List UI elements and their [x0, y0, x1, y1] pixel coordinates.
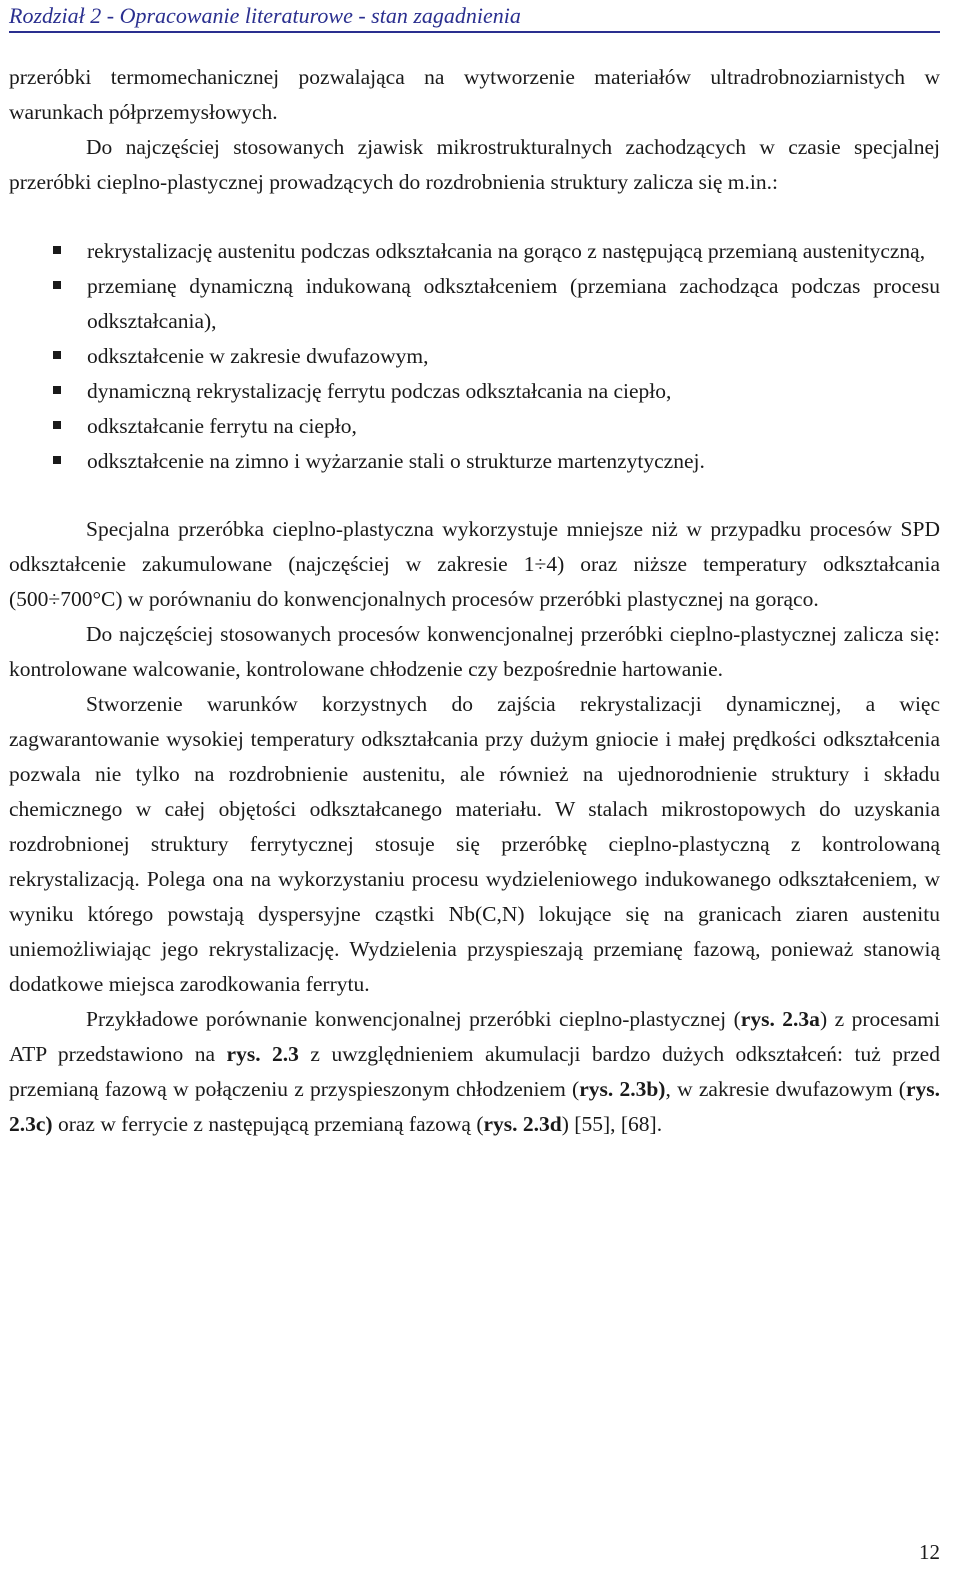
running-header [9, 0, 940, 33]
list-item: odkształcanie ferrytu na ciepło, [87, 409, 940, 444]
list-item: przemianę dynamiczną indukowaną odkształceniem (przemiana zachodząca podczas procesu odkształcania), [87, 269, 940, 339]
page-number: 12 [919, 1540, 940, 1564]
text-run: z uwzględnieniem akumulacji bardzo dużych odkształceń: tuż przed przemianą fazową w połączeniu z przyspieszonym chłodzeniem ( [9, 1042, 940, 1101]
list-item: odkształcenie na zimno i wyżarzanie stali o strukturze martenzytycznej. [87, 444, 940, 479]
list-item: dynamiczną rekrystalizację ferrytu podczas odkształcania na ciepło, [87, 374, 940, 409]
header-title: Rozdział 2 - Opracowanie literaturowe - stan zagadnienia [9, 3, 521, 28]
list-item: rekrystalizację austenitu podczas odkształcania na gorąco z następującą przemianą austenityczną, [87, 234, 940, 269]
figure-ref: rys. 2.3c) [9, 1077, 941, 1136]
list-item: odkształcenie w zakresie dwufazowym, [87, 339, 940, 374]
paragraph: Do najczęściej stosowanych procesów konwencjonalnej przeróbki cieplno-plastycznej zalicza się: kontrolowane walcowanie, kontrolowane chłodzenie czy bezpośrednie hartowanie. [9, 622, 940, 681]
paragraph-figure-reference [9, 1002, 940, 1142]
text-run: ) z procesami ATP przedstawiono na [9, 1007, 940, 1066]
paragraph: Specjalna przeróbka cieplno-plastyczna wykorzystuje mniejsze niż w przypadku procesów SPD odkształcenie zakumulowane (najczęściej w zakresie 1÷4) oraz niższe temperatury odkształcania (500÷700°C) w porównaniu do konwencjonalnych procesów przeróbki plastycznej na gorąco. [9, 517, 940, 611]
text-run: ) [55], [68]. [561, 1112, 663, 1136]
figure-ref: rys. 2.3b) [579, 1077, 666, 1101]
text-run: Przykładowe porównanie konwencjonalnej przeróbki cieplno-plastycznej ( [86, 1007, 741, 1031]
figure-ref: rys. 2.3d [483, 1112, 562, 1136]
page-content [9, 60, 940, 1142]
paragraph: Stworzenie warunków korzystnych do zajścia rekrystalizacji dynamicznej, a więc zagwarantowanie wysokiej temperatury odkształcania przy dużym gniocie i małej prędkości odkształcenia pozwala nie tylko na rozdrobnienie austenitu, ale również na ujednorodnienie struktury i składu chemicznego w całej objętości odkształcanego materiału. W stalach mikrostopowych do uzyskania rozdrobnionej struktury ferrytycznej stosuje się przeróbkę cieplno-plastyczną z kontrolowaną rekrystalizacją. Polega ona na wykorzystaniu procesu wydzieleniowego indukowanego odkształceniem, w wyniku którego powstają dyspersyjne cząstki Nb(C,N) lokujące się na granicach ziaren austenitu uniemożliwiając jego rekrystalizację. Wydzielenia przyspieszają przemianę fazową, ponieważ stanowią dodatkowe miejsca zarodkowania ferrytu. [9, 692, 940, 996]
figure-ref: rys. 2.3a [740, 1007, 820, 1031]
bullet-list [9, 234, 940, 479]
text-run: , w zakresie dwufazowym ( [665, 1077, 906, 1101]
figure-ref: rys. 2.3 [226, 1042, 299, 1066]
paragraph-intro-list: Do najczęściej stosowanych zjawisk mikrostrukturalnych zachodzących w czasie specjalnej przeróbki cieplno-plastycznej prowadzących do rozdrobnienia struktury zalicza się m.in.: [9, 135, 940, 194]
text-run: oraz w ferrycie z następującą przemianą fazową ( [52, 1112, 484, 1136]
paragraph-continuation: przeróbki termomechanicznej pozwalająca na wytworzenie materiałów ultradrobnoziarnistych w warunkach półprzemysłowych. [9, 65, 940, 124]
